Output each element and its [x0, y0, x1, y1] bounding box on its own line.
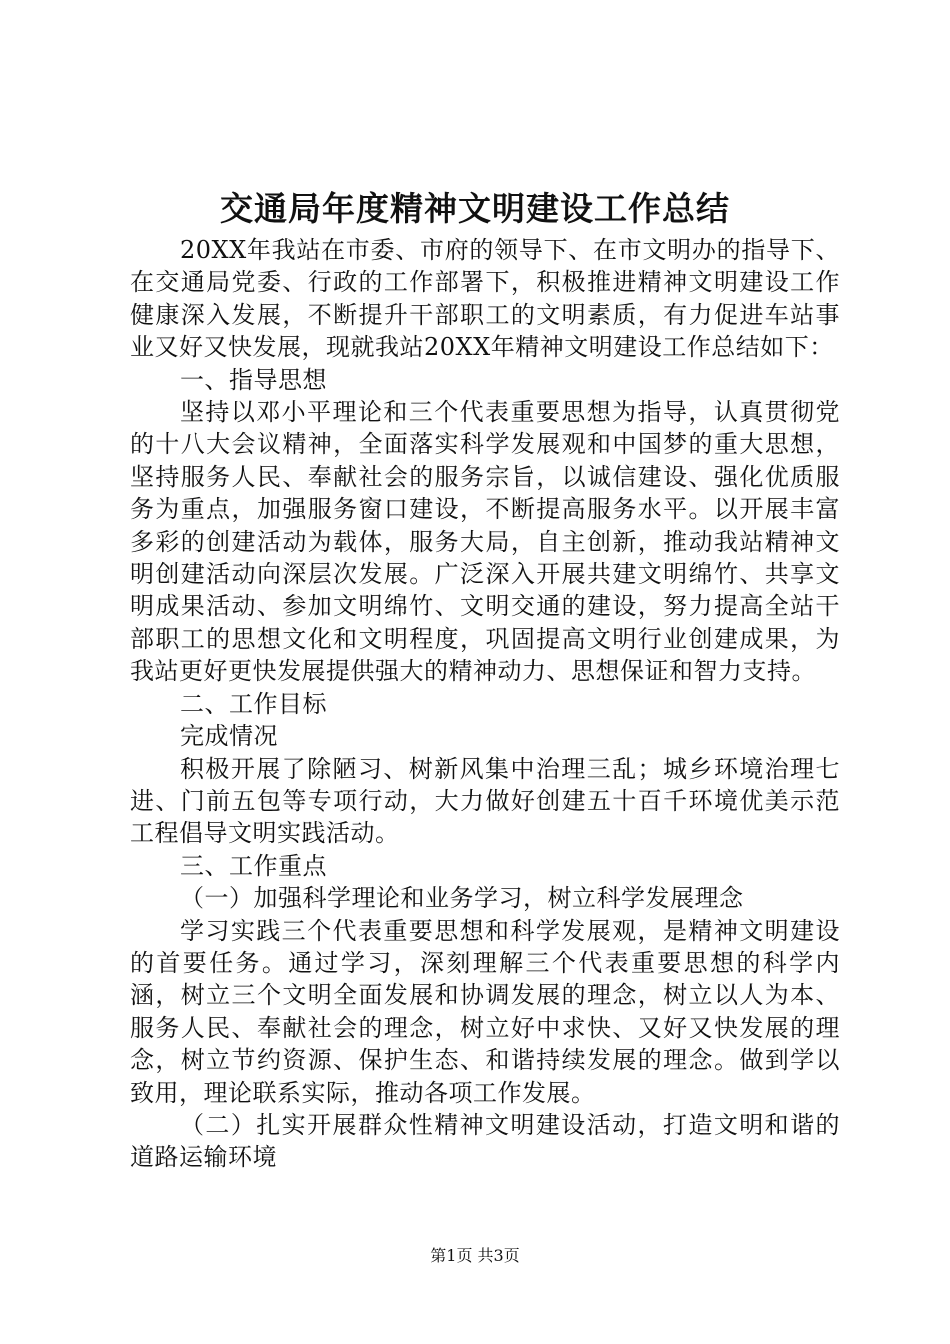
page-footer: 第1页 共3页	[430, 1246, 520, 1265]
document-body	[130, 234, 840, 1174]
completion-status-paragraph: 积极开展了除陋习、树新风集中治理三乱；城乡环境治理七进、门前五包等专项行动，大力做好创建五十百千环境优美示范工程倡导文明实践活动。	[130, 754, 840, 848]
intro-paragraph: 20XX年我站在市委、市府的领导下、在市文明办的指导下、在交通局党委、行政的工作部署下，积极推进精神文明建设工作健康深入发展，不断提升干部职工的文明素质，有力促进车站事业又好又快发展，现就我站20XX年精神文明建设工作总结如下：	[130, 236, 840, 362]
guiding-ideology-paragraph: 坚持以邓小平理论和三个代表重要思想为指导，认真贯彻党的十八大会议精神，全面落实科学发展观和中国梦的重大思想，坚持服务人民、奉献社会的服务宗旨，以诚信建设、强化优质服务为重点，加强服务窗口建设，不断提高服务水平。以开展丰富多彩的创建活动为载体，服务大局，自主创新，推动我站精神文明创建活动向深层次发展。广泛深入开展共建文明绵竹、共享文明成果活动、参加文明绵竹、文明交通的建设，努力提高全站干部职工的思想文化和文明程度，巩固提高文明行业创建成果，为我站更好更快发展提供强大的精神动力、思想保证和智力支持。	[130, 398, 840, 686]
subheading-completion-status: 完成情况	[180, 722, 278, 751]
subheading-theory-study: （一）加强科学理论和业务学习，树立科学发展理念	[180, 884, 744, 913]
document-title: 交通局年度精神文明建设工作总结	[220, 189, 730, 228]
section-heading-guiding-ideology: 一、指导思想	[180, 365, 327, 394]
subheading-mass-activities: （二）扎实开展群众性精神文明建设活动，打造文明和谐的道路运输环境	[130, 1110, 840, 1172]
section-heading-work-goals: 二、工作目标	[180, 689, 327, 718]
section-heading-work-focus: 三、工作重点	[180, 851, 327, 880]
theory-study-paragraph: 学习实践三个代表重要思想和科学发展观，是精神文明建设的首要任务。通过学习，深刻理解三个代表重要思想的科学内涵，树立三个文明全面发展和协调发展的理念，树立以人为本、服务人民、奉献社会的理念，树立好中求快、又好又快发展的理念，树立节约资源、保护生态、和谐持续发展的理念。做到学以致用，理论联系实际，推动各项工作发展。	[130, 916, 840, 1107]
